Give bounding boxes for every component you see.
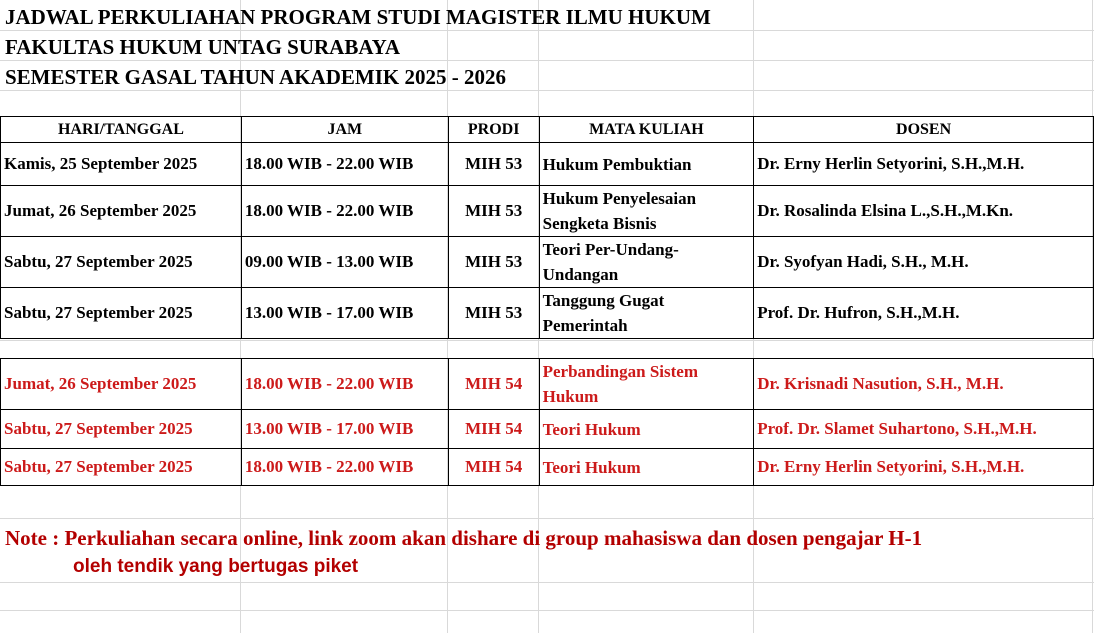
cell-time: 18.00 WIB - 22.00 WIB bbox=[241, 449, 448, 486]
cell-lecturer: Dr. Erny Herlin Setyorini, S.H.,M.H. bbox=[754, 143, 1094, 186]
table-row bbox=[1, 288, 1094, 339]
header-time: JAM bbox=[241, 117, 448, 143]
page-title: JADWAL PERKULIAHAN PROGRAM STUDI MAGISTER ILMU HUKUM bbox=[5, 5, 711, 29]
note-line-1: Note : Perkuliahan secara online, link zoom akan dishare di group mahasiswa dan dosen pengajar H-1 bbox=[5, 526, 923, 550]
cell-time: 13.00 WIB - 17.00 WIB bbox=[241, 288, 448, 339]
table-row bbox=[1, 410, 1094, 449]
table-row bbox=[1, 359, 1094, 410]
cell-course: Hukum Pembuktian bbox=[539, 143, 754, 186]
table-row bbox=[1, 449, 1094, 486]
table-header-row bbox=[1, 117, 1094, 143]
table-row bbox=[1, 237, 1094, 288]
gridline bbox=[0, 582, 1094, 583]
cell-time: 18.00 WIB - 22.00 WIB bbox=[241, 359, 448, 410]
cell-day: Sabtu, 27 September 2025 bbox=[1, 237, 242, 288]
cell-lecturer: Prof. Dr. Slamet Suhartono, S.H.,M.H. bbox=[754, 410, 1094, 449]
cell-lecturer: Dr. Krisnadi Nasution, S.H., M.H. bbox=[754, 359, 1094, 410]
cell-day: Jumat, 26 September 2025 bbox=[1, 359, 242, 410]
faculty-title: FAKULTAS HUKUM UNTAG SURABAYA bbox=[5, 35, 400, 59]
header-prodi: PRODI bbox=[448, 117, 539, 143]
gridline bbox=[0, 30, 1094, 31]
schedule-table-mih53 bbox=[0, 116, 1094, 339]
gridline bbox=[0, 610, 1094, 611]
gridline bbox=[0, 90, 1094, 91]
table-row bbox=[1, 143, 1094, 186]
cell-day: Jumat, 26 September 2025 bbox=[1, 186, 242, 237]
cell-day: Sabtu, 27 September 2025 bbox=[1, 449, 242, 486]
cell-course: Perbandingan Sistem Hukum bbox=[539, 359, 754, 410]
cell-lecturer: Dr. Syofyan Hadi, S.H., M.H. bbox=[754, 237, 1094, 288]
cell-course: Teori Per-Undang-Undangan bbox=[539, 237, 754, 288]
cell-lecturer: Dr. Rosalinda Elsina L.,S.H.,M.Kn. bbox=[754, 186, 1094, 237]
header-course: MATA KULIAH bbox=[539, 117, 754, 143]
cell-day: Kamis, 25 September 2025 bbox=[1, 143, 242, 186]
table-row bbox=[1, 186, 1094, 237]
schedule-table-mih54 bbox=[0, 358, 1094, 486]
note-line-2: oleh tendik yang bertugas piket bbox=[73, 556, 359, 577]
cell-prodi: MIH 54 bbox=[448, 359, 539, 410]
cell-course: Teori Hukum bbox=[539, 449, 754, 486]
cell-time: 09.00 WIB - 13.00 WIB bbox=[241, 237, 448, 288]
cell-time: 18.00 WIB - 22.00 WIB bbox=[241, 186, 448, 237]
cell-lecturer: Prof. Dr. Hufron, S.H.,M.H. bbox=[754, 288, 1094, 339]
cell-prodi: MIH 54 bbox=[448, 410, 539, 449]
cell-course: Hukum Penyelesaian Sengketa Bisnis bbox=[539, 186, 754, 237]
gridline bbox=[0, 340, 1094, 341]
cell-lecturer: Dr. Erny Herlin Setyorini, S.H.,M.H. bbox=[754, 449, 1094, 486]
cell-prodi: MIH 53 bbox=[448, 143, 539, 186]
cell-prodi: MIH 54 bbox=[448, 449, 539, 486]
cell-prodi: MIH 53 bbox=[448, 186, 539, 237]
cell-day: Sabtu, 27 September 2025 bbox=[1, 410, 242, 449]
header-day: HARI/TANGGAL bbox=[1, 117, 242, 143]
cell-prodi: MIH 53 bbox=[448, 237, 539, 288]
gridline bbox=[0, 518, 1094, 519]
cell-time: 13.00 WIB - 17.00 WIB bbox=[241, 410, 448, 449]
cell-course: Teori Hukum bbox=[539, 410, 754, 449]
semester-title: SEMESTER GASAL TAHUN AKADEMIK 2025 - 2026 bbox=[5, 65, 506, 89]
gridline bbox=[0, 60, 1094, 61]
cell-prodi: MIH 53 bbox=[448, 288, 539, 339]
cell-time: 18.00 WIB - 22.00 WIB bbox=[241, 143, 448, 186]
header-lecturer: DOSEN bbox=[754, 117, 1094, 143]
cell-course: Tanggung Gugat Pemerintah bbox=[539, 288, 754, 339]
cell-day: Sabtu, 27 September 2025 bbox=[1, 288, 242, 339]
